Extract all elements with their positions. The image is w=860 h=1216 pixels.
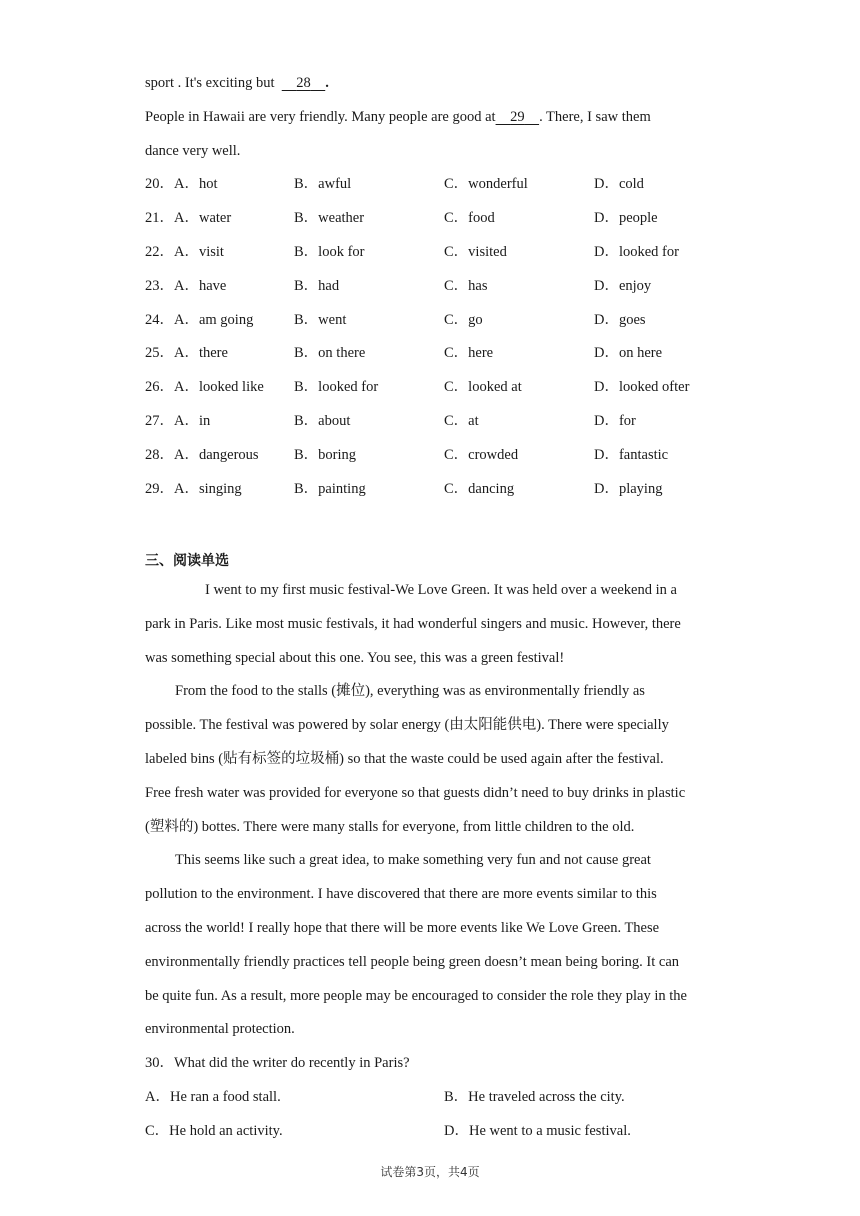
intro-line-1-suffix: . [325,75,329,91]
option-a[interactable]: 26．A．looked like [145,379,264,395]
passage-line: I went to my first music festival-We Love Green. It was held over a weekend in a [205,582,677,598]
intro-line-3: dance very well. [145,143,241,159]
option-a[interactable]: 25．A．there [145,345,228,361]
intro-line-1 [145,73,329,93]
option-row-22 [145,242,725,262]
question-30-options-row-1 [145,1087,725,1107]
option-row-27 [145,411,725,431]
option-a[interactable]: 22．A．visit [145,244,224,260]
option-d[interactable]: D．for [594,413,636,429]
option-a[interactable]: 29．A．singing [145,481,242,497]
passage-line: Free fresh water was provided for everyone so that guests didn’t need to buy drinks in plastic [145,785,686,801]
section-heading: 三、阅读单选 [145,553,229,569]
option-c[interactable]: C．here [444,345,494,361]
option-d[interactable]: D．fantastic [594,447,669,463]
intro-line-2-suffix: . There, I saw them [539,109,651,125]
passage-line: possible. The festival was powered by solar energy (由太阳能供电). There were specially [145,717,669,733]
option-a[interactable]: A．He ran a food stall. [145,1089,281,1105]
option-row-29 [145,479,725,499]
option-row-28 [145,445,725,465]
option-row-23 [145,276,725,296]
option-c[interactable]: C．wonderful [444,176,528,192]
option-b[interactable]: B．look for [294,244,365,260]
passage-line: (塑料的) bottes. There were many stalls for everyone, from little children to the old. [145,819,635,835]
option-d[interactable]: D．looked for [594,244,679,260]
option-b[interactable]: B．had [294,278,340,294]
option-c[interactable]: C．has [444,278,488,294]
option-b[interactable]: B．looked for [294,379,379,395]
passage-line: This seems like such a great idea, to make something very fun and not cause great [175,852,651,868]
passage-line: From the food to the stalls (摊位), everything was as environmentally friendly as [175,683,645,699]
blank-29: 29 [510,109,525,125]
option-row-26 [145,377,725,397]
passage-line: be quite fun. As a result, more people may be encouraged to consider the role they play in the [145,988,687,1004]
option-a[interactable]: 24．A．am going [145,312,254,328]
option-c[interactable]: C．looked at [444,379,522,395]
passage-line: environmentally friendly practices tell people being green doesn’t mean being boring. It can [145,954,680,970]
option-b[interactable]: B．He traveled across the city. [444,1089,625,1105]
option-b[interactable]: B．awful [294,176,352,192]
option-c[interactable]: C．go [444,312,483,328]
option-row-24 [145,310,725,330]
option-d[interactable]: D．goes [594,312,646,328]
intro-line-2-text: People in Hawaii are very friendly. Many people are good at [145,109,496,125]
option-row-20 [145,174,725,194]
passage-line: across the world! I really hope that there will be more events like We Love Green. These [145,920,660,936]
option-d[interactable]: D．people [594,210,658,226]
option-c[interactable]: C．dancing [444,481,515,497]
option-c[interactable]: C．visited [444,244,507,260]
option-b[interactable]: B．went [294,312,347,328]
option-a[interactable]: 23．A．have [145,278,227,294]
option-b[interactable]: B．painting [294,481,366,497]
blank-28: 28 [296,75,311,91]
option-d[interactable]: D．enjoy [594,278,652,294]
option-c[interactable]: C．at [444,413,479,429]
option-d[interactable]: D．He went to a music festival. [444,1123,631,1139]
option-d[interactable]: D．looked ofter [594,379,690,395]
option-d[interactable]: D．playing [594,481,663,497]
option-row-21 [145,208,725,228]
option-a[interactable]: 27．A．in [145,413,211,429]
option-a[interactable]: 20．A．hot [145,176,218,192]
option-b[interactable]: B．about [294,413,351,429]
option-c[interactable]: C．crowded [444,447,519,463]
passage-line: pollution to the environment. I have discovered that there are more events similar to this [145,886,657,902]
passage-line: was something special about this one. You see, this was a green festival! [145,650,565,666]
option-b[interactable]: B．boring [294,447,357,463]
intro-line-1-text: sport . It's exciting but [145,75,275,91]
option-b[interactable]: B．on there [294,345,366,361]
intro-line-2 [145,107,651,127]
option-row-25 [145,343,725,363]
page-footer: 试卷第3页，共4页 [380,1165,480,1179]
passage-line: park in Paris. Like most music festivals, it had wonderful singers and music. However, there [145,616,681,632]
passage-line: labeled bins (贴有标签的垃圾桶) so that the waste could be used again after the festival. [145,751,664,767]
question-30-options-row-2 [145,1121,725,1141]
option-a[interactable]: 28．A．dangerous [145,447,259,463]
option-a[interactable]: 21．A．water [145,210,232,226]
option-c[interactable]: C．He hold an activity. [145,1123,283,1139]
option-d[interactable]: D．on here [594,345,663,361]
option-d[interactable]: D．cold [594,176,644,192]
passage-line: environmental protection. [145,1021,295,1037]
option-b[interactable]: B．weather [294,210,365,226]
question-30-stem: 30．What did the writer do recently in Paris? [145,1055,410,1071]
option-c[interactable]: C．food [444,210,495,226]
